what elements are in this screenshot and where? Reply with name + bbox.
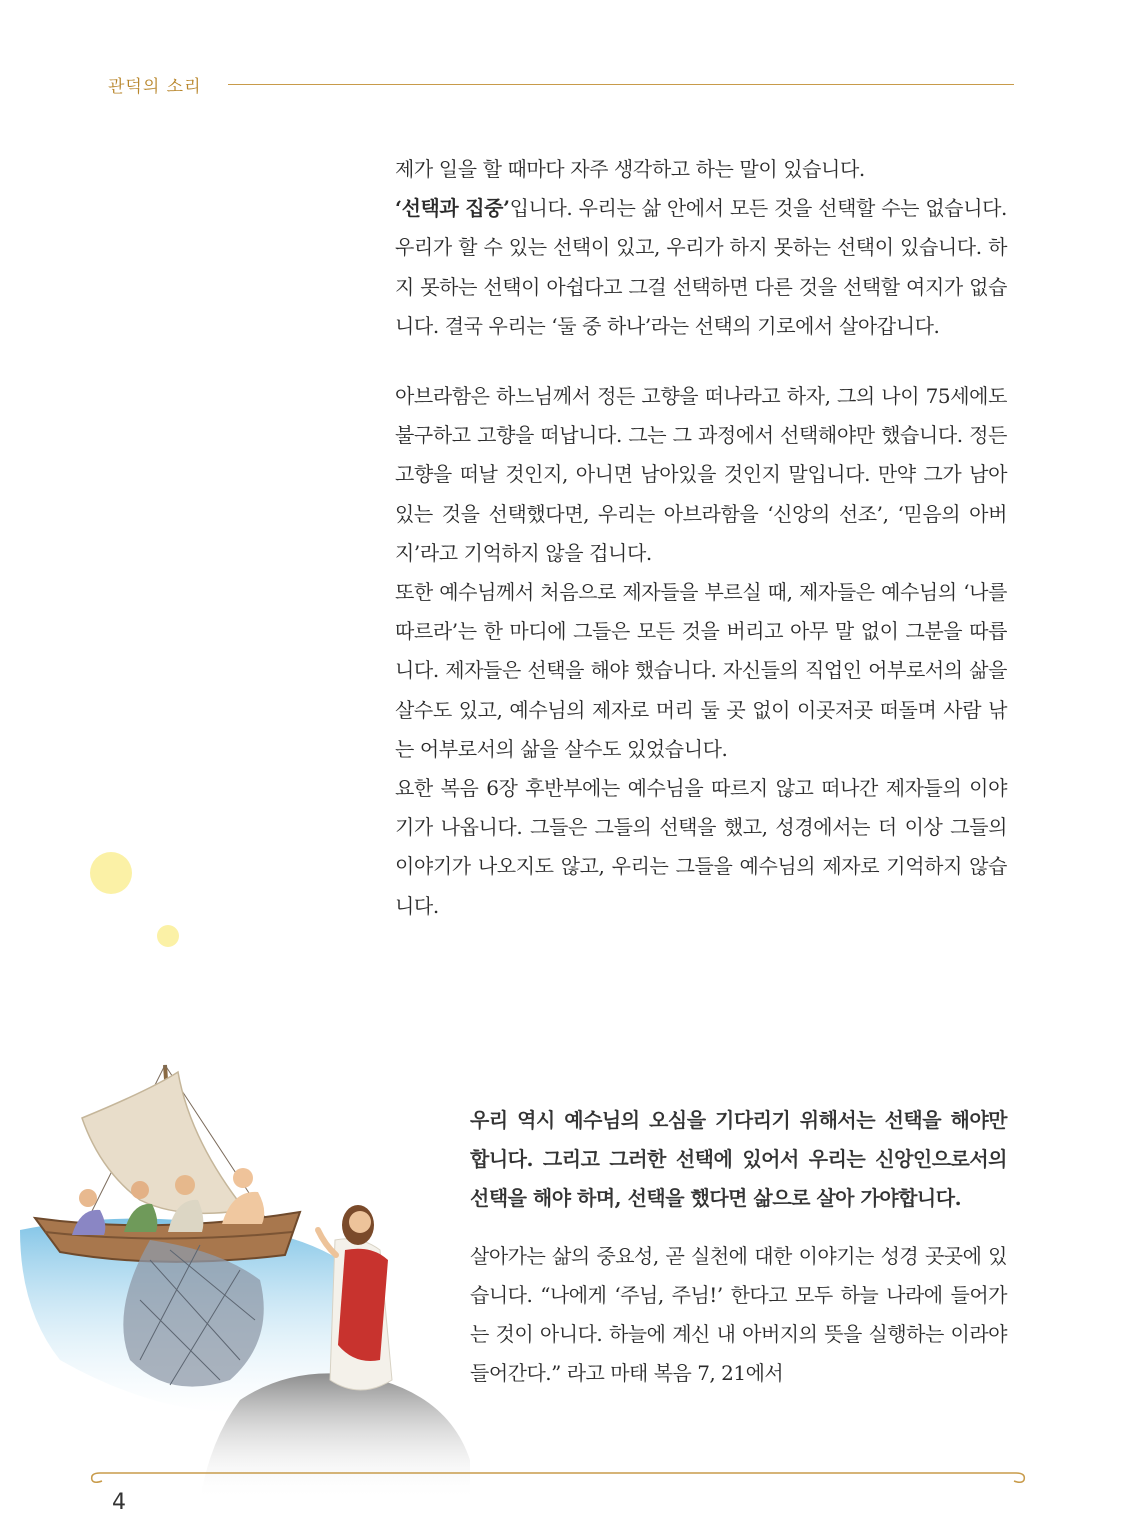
header-rule bbox=[228, 84, 1014, 85]
fishing-boat-illustration bbox=[0, 840, 470, 1500]
paragraph-1: 제가 일을 할 때마다 자주 생각하고 하는 말이 있습니다. bbox=[395, 157, 865, 181]
small-sun-dot bbox=[157, 925, 179, 947]
paragraph-4: 또한 예수님께서 처음으로 제자들을 부르실 때, 제자들은 예수님의 ‘나를 따르라’는 한 마디에 그들은 모든 것을 버리고 아무 말 없이 그분을 따릅니다. 제자들은 선택을 해야 했습니다. 자신들의 직업인 어부로서의 삶을 살수도 있고, 예수님의 제자로 머리 둘 곳 없이 이곳저곳 떠돌며 사람 낚는 어부로서의 삶을 살수도 있었습니다. bbox=[395, 580, 1007, 761]
emphasis-phrase: ‘선택과 집중’ bbox=[395, 196, 510, 221]
paragraph-5: 요한 복음 6장 후반부에는 예수님을 따르지 않고 떠나간 제자들의 이야기가 나옵니다. 그들은 그들의 선택을 했고, 성경에서는 더 이상 그들의 이야기가 나오지도 않고, 우리는 그들을 예수님의 제자로 기억하지 않습니다. bbox=[395, 776, 1007, 918]
paragraph-2-text: 입니다. 우리는 삶 안에서 모든 것을 선택할 수는 없습니다. 우리가 할 수 있는 선택이 있고, 우리가 하지 못하는 선택이 있습니다. 하지 못하는 선택이 아쉽다고 그걸 선택하면 다른 것을 선택할 여지가 없습니다. 결국 우리는 ‘둘 중 하나’라는 선택의 기로에서 살아갑니다. bbox=[395, 196, 1007, 338]
article-body bbox=[395, 150, 1007, 926]
running-header-title: 관덕의 소리 bbox=[108, 77, 202, 97]
paragraph-2 bbox=[395, 189, 1007, 346]
large-sun-dot bbox=[90, 852, 132, 894]
boat-sail bbox=[82, 1072, 245, 1213]
paragraph-3: 아브라함은 하느님께서 정든 고향을 떠나라고 하자, 그의 나이 75세에도 불구하고 고향을 떠납니다. 그는 그 과정에서 선택해야만 했습니다. 정든 고향을 떠날 것인지, 아니면 남아있을 것인지 말입니다. 만약 그가 남아있는 것을 선택했다면, 우리는 아브라함을 ‘신앙의 선조’, ‘믿음의 아버지’라고 기억하지 않을 겁니다. bbox=[395, 384, 1007, 565]
indented-body bbox=[470, 1101, 1007, 1393]
indented-paragraph-1: 우리 역시 예수님의 오심을 기다리기 위해서는 선택을 해야만 합니다. 그리고 그러한 선택에 있어서 우리는 신앙인으로서의 선택을 해야 하며, 선택을 했다면 삶으로 살아 가야합니다. bbox=[470, 1108, 1007, 1210]
indented-paragraph-2: 살아가는 삶의 중요성, 곧 실천에 대한 이야기는 성경 곳곳에 있습니다. “나에게 ‘주님, 주님!’ 한다고 모두 하늘 나라에 들어가는 것이 아니다. 하늘에 계신 내 아버지의 뜻을 실행하는 이라야 들어간다.” 라고 마태 복음 7, 21에서 bbox=[470, 1244, 1007, 1385]
footer-rule bbox=[88, 1470, 1028, 1490]
page-number: 4 bbox=[112, 1490, 126, 1515]
